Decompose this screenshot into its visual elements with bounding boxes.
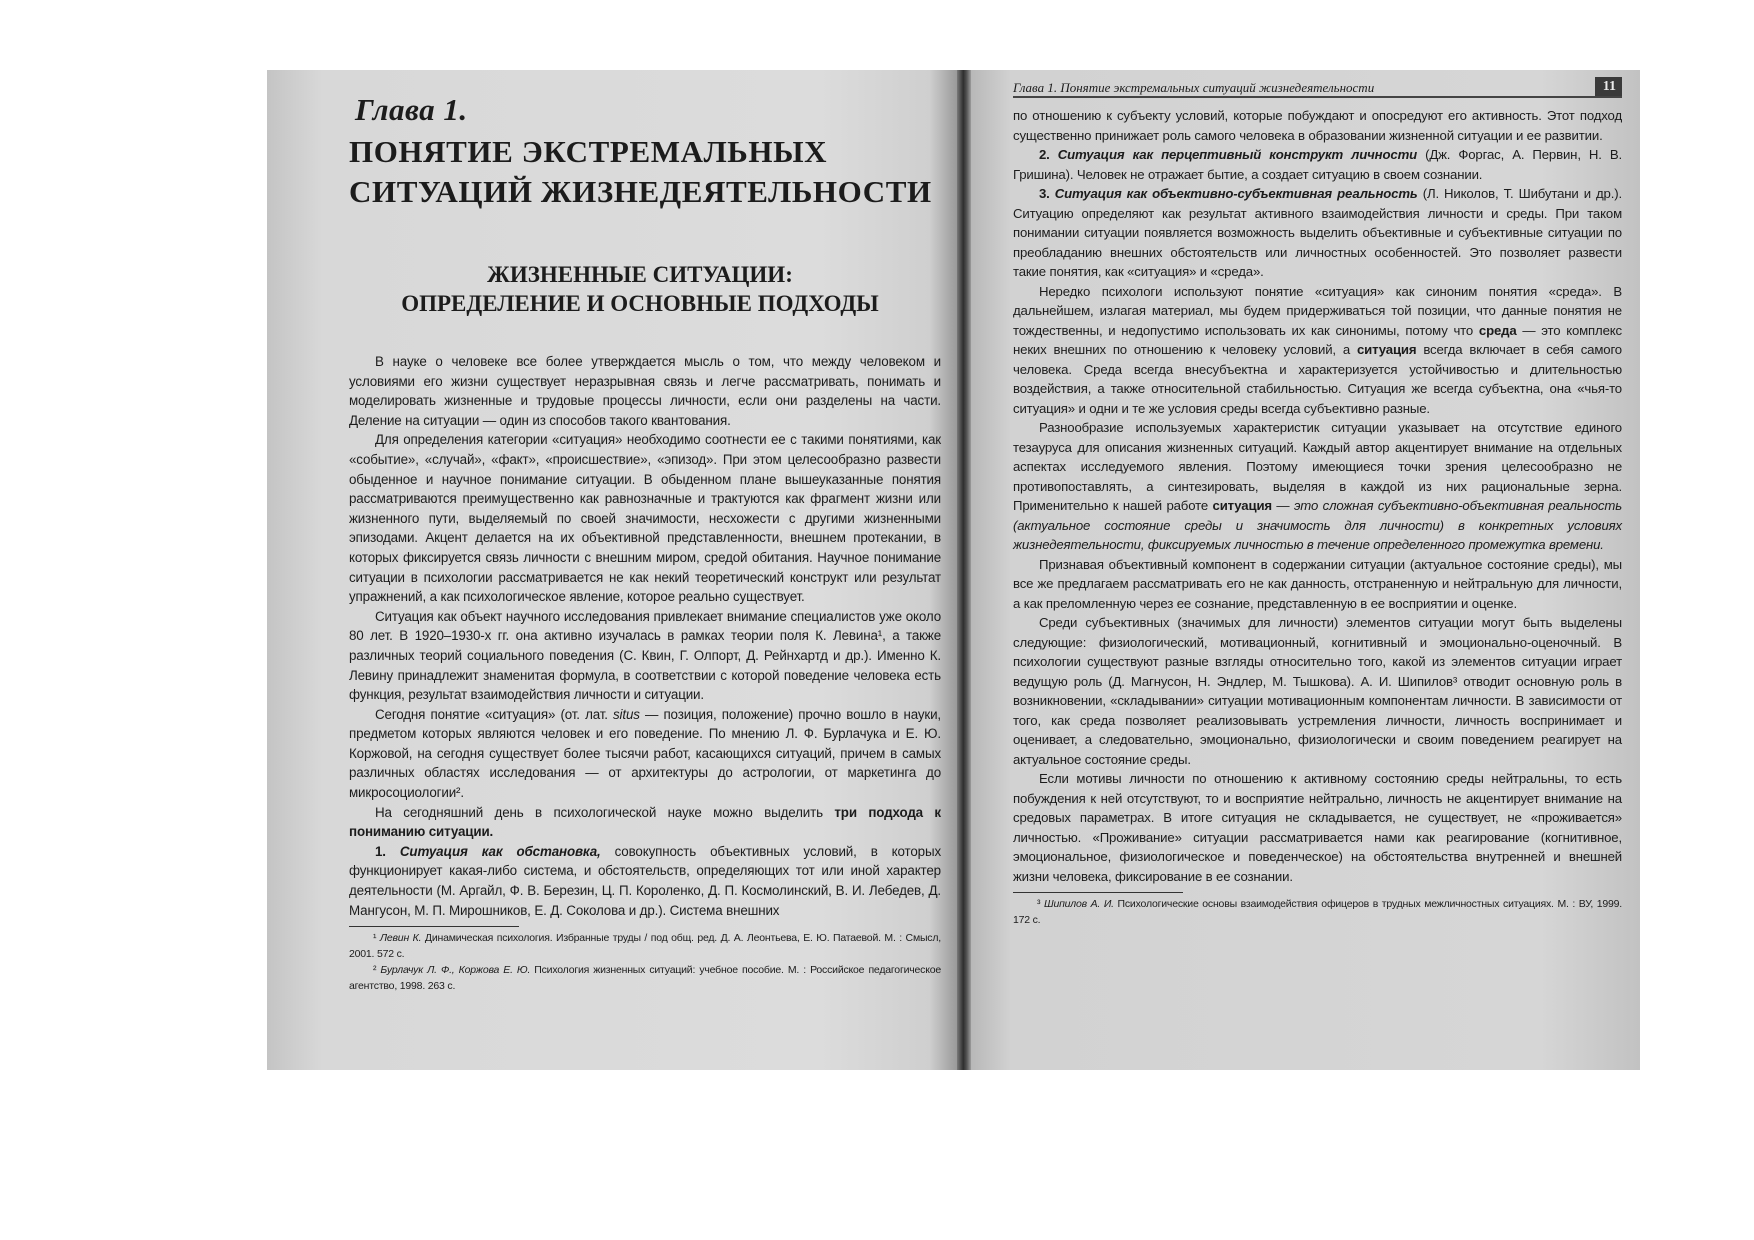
paragraph: Если мотивы личности по отношению к активному состоянию среды нейтральны, то есть побуждения к ней отсутствуют, то и восприятие нейтрально, личность не акцентирует внимание на средовых параметрах. В итоге ситуация не складывается, не существует, не «проживается» личностью. «Проживание» ситуации рассматривается нами как реагирование (когнитивное, эмоциональное, физиологическое и поведенческое) на обстоятельства внутренней и внешней жизни человека, фиксирование в ее сознании. [1013,771,1622,884]
footnote-mark: ¹ [373,932,380,945]
chapter-title-line: ПОНЯТИЕ ЭКСТРЕМАЛЬНЫХ [349,134,828,169]
bold-term: ситуация [1212,498,1272,513]
footnote-text: Психологические основы взаимодействия офицеров в трудных межличностных ситуациях. М. : ВУ, 1999. 172 с. [1013,898,1622,926]
chapter-title [349,132,941,212]
chapter-title-line: СИТУАЦИЙ ЖИЗНЕДЕЯТЕЛЬНОСТИ [349,174,932,209]
paragraph: Среди субъективных (значимых для личности) элементов ситуации могут быть выделены следующие: физиологический, мотивационный, когнитивный и эмоционально-оценочный. В психологии существуют разные взгляды относительно того, какой из элементов ситуации играет ведущую роль (Д. Магнусон, Н. Эндлер, М. Тышкова). А. И. Шипилов³ отводит основную роль в возникновении, «складывании» ситуации мотивационным компонентам личности. В зависимости от того, как среда позволяет реализовывать устремления личности, личность воспринимает и оценивает, а следовательно, эмоционально, физиологически и своим поведением реагирует на актуальное состояние среды. [1013,615,1622,767]
left-page [267,70,957,1070]
footnote-text: Динамическая психология. Избранные труды / под общ. ред. Д. А. Леонтьева, Е. Ю. Патаевой. М. : Смысл, 2001. 572 с. [349,932,942,961]
footnote-mark: ³ [1037,898,1044,910]
paragraph: Для определения категории «ситуация» необходимо соотнести ее с такими понятиями, как «событие», «случай», «факт», «происшествие», «эпизод». При этом целесообразно развести обыденное и научное понимание ситуации. В обыденном плане вышеуказанные понятия рассматриваются преимущественно как равнозначные и трактуются как фрагмент жизни или жизненного пути, выделяемый по своей значимости, несхожести с другими жизненными эпизодами. Акцент делается на их объективной представленности, внешнем протекании, в которых фиксируется связь личности с внешним миром, средой обитания. Научное понимание ситуации в психологии рассматривается не как некий теоретический конструкт или результат упражнений, а как психологическое явление, которое реально существует. [349,432,941,605]
text-run: — [1271,498,1294,513]
paragraph: Признавая объективный компонент в содержании ситуации (актуальное состояние среды), мы все же предлагаем рассматривать его не как данность, отстраненную и нейтральную для личности, а как преломленную через ее сознание, представленную в ее восприятии и оценке. [1013,556,1622,611]
paragraph [1013,145,1622,184]
approach-term: Ситуация как обстановка, [399,843,601,859]
footnote-text: Психология жизненных ситуаций: учебное пособие. М. : Российское педагогическое агентство, 1998. 263 с. [349,964,941,993]
text-run: — позиция, положение) прочно вошло в науки, предметом которых являются человек и его поведение. По мнению Л. Ф. Бурлачука и Е. Ю. Коржовой, на сегодня существует более тысячи работ, касающихся ситуаций, причем в самых различных областях исследования — от архитектуры до астрологии, от маркетинга до микросоциологии². [349,706,942,801]
book-gutter [957,70,971,1070]
paragraph [1013,418,1622,555]
text-run: — это комплекс неких внешних по отношению к человеку условий, а [1013,322,1622,357]
section-title [339,260,941,318]
bold-term: среда [1478,322,1517,338]
list-number: 3. [1039,186,1055,201]
section-title-line: ЖИЗНЕННЫЕ СИТУАЦИИ: [487,262,793,287]
paragraph [1013,282,1622,419]
footnote [1013,896,1622,928]
chapter-label: Глава 1. [355,92,468,127]
text-run: (Дж. Форгас, А. Первин, Н. В. Гришина). Человек не отражает бытие, а создает ситуацию в своем сознании. [1013,147,1622,182]
running-head [1013,70,1622,98]
paragraph [349,803,941,842]
approach-term: Ситуация как перцептивный конструкт личности [1057,147,1418,162]
paragraph [349,705,941,803]
paragraph [349,842,941,920]
text-run: (Л. Николов, Т. Шибутани и др.). Ситуацию определяют как результат активного взаимодействия личности и среды. При таком понимании ситуации появляется возможность выделить объективные и субъективные ситуации по преобладанию внешних обстоятельств или личностных особенностей. Это позволяет развести такие понятия, как «ситуация» и «среда». [1013,186,1623,279]
book-spread [267,70,1640,1070]
paragraph [1013,184,1622,282]
paragraph: В науке о человеке все более утверждается мысль о том, что между человеком и условиями его жизни существует неразрывная связь и легче рассматривать, понимать и моделировать жизненные и трудовые процессы личности, если они разделены на части. Деление на ситуации — один из способов такого квантования. [349,354,941,428]
paragraph: Ситуация как объект научного исследования привлекает внимание специалистов уже около 80 лет. В 1920–1930-х гг. она активно изучалась в рамках теории поля К. Левина¹, а также различных теорий социального поведения (С. Квин, Г. Олпорт, Д. Рейнхартд и др.). Именно К. Левину принадлежит знаменитая формула, в соответствии с которой поведение человека есть функция, результат взаимодействия личности и ситуации. [349,608,941,703]
running-head-title: Глава 1. Понятие экстремальных ситуаций жизнедеятельности [1013,80,1375,95]
footnote-author: Левин К. [379,932,422,945]
list-number: 2. [1039,147,1058,162]
page-number: 11 [1595,77,1622,96]
footnote-mark: ² [373,964,381,977]
latin-term: situs [613,706,640,722]
footnote [349,962,941,994]
footnote-author: Бурлачук Л. Ф., Коржова Е. Ю. [380,964,531,977]
text-run: совокупность объективных условий, в которых функционирует какая-либо система, и обстоятельств, определяющих тот или иной характер деятельности (М. Аргайл, Ф. В. Березин, Ц. П. Короленко, Д. П. Космолинский, В. И. Лебедев, Д. Мангусон, М. П. Мирошников, Е. Д. Соколова и др.). Система внешних [349,843,941,918]
text-run: На сегодняшний день в психологической науке можно выделить [375,804,835,820]
definition-italic: это сложная субъективно-объективная реальность (актуальное состояние среды и значимость для личности) в конкретных условиях жизнедеятельности, фиксируемых личностью в течение определенного промежутка времени. [1013,498,1622,552]
footnote-divider [1013,892,1183,893]
footnote-divider [349,926,519,927]
right-page [971,70,1640,1070]
approach-term: Ситуация как объективно-субъективная реальность [1054,186,1418,201]
text-run: Разнообразие используемых характеристик ситуации указывает на отсутствие единого тезауруса для описания жизненных ситуаций. Каждый автор акцентирует внимание на отдельных аспектах исследуемого явления. Поэтому имеющиеся точки зрения целесообразно не противопоставлять, а синтезировать, выделяя в каждой из них рациональные зерна. Применительно к нашей работе [1013,420,1622,513]
paragraph: по отношению к субъекту условий, которые побуждают и опосредуют его активность. Этот подход существенно принижает роль самого человека в образовании жизненной ситуации и ее развитии. [1013,108,1622,143]
section-title-line: ОПРЕДЕЛЕНИЕ И ОСНОВНЫЕ ПОДХОДЫ [401,291,879,316]
footnote [349,930,941,962]
footnote-author: Шипилов А. И. [1043,898,1114,910]
text-run: Нередко психологи используют понятие «ситуация» как синоним понятия «среда». В дальнейшем, излагая материал, мы будем придерживаться той позиции, что данные понятия не тождественны, и недопустимо использовать их как синонимы, потому что [1013,283,1622,338]
text-run: всегда включает в себя самого человека. Среда всегда внесубъектна и характеризуется устойчивостью и длительностью воздействия, а также относительной стабильностью. Ситуация же всегда субъектна, она «чья-то ситуация» и одни и те же условия среды всегда субъективно разные. [1013,342,1622,416]
list-number: 1. [375,843,400,859]
bold-phrase: три подхода к пониманию ситуации. [349,804,941,840]
bold-term: ситуация [1356,342,1417,357]
text-run: Сегодня понятие «ситуация» (от. лат. [375,706,614,722]
